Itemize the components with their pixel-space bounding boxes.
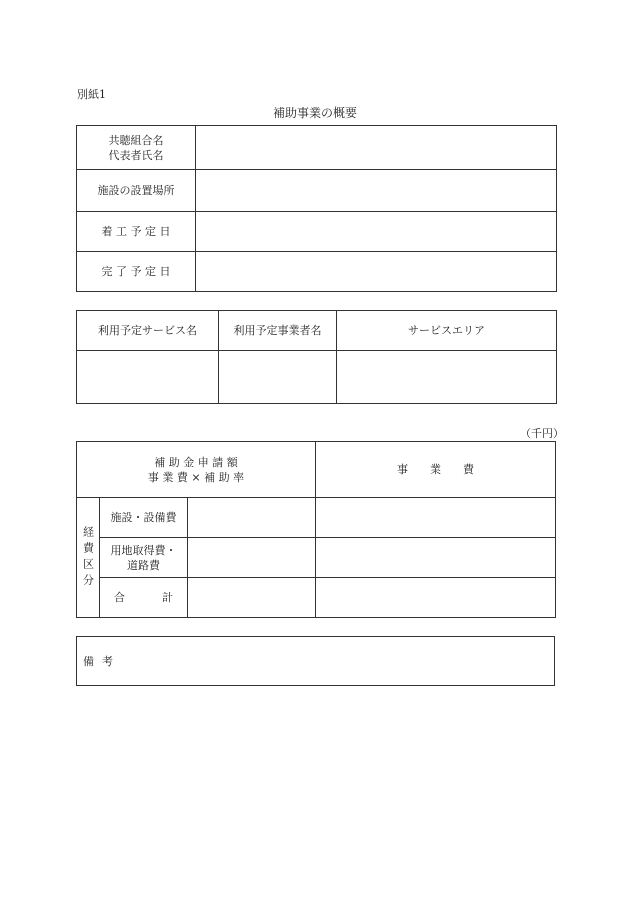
- total-label: [100, 578, 188, 618]
- start-date-value[interactable]: [196, 212, 557, 252]
- union-representative-label: [77, 126, 196, 170]
- table-row: [77, 351, 557, 404]
- table-header-row: [77, 311, 557, 351]
- facility-equipment-cost-value[interactable]: [316, 498, 556, 538]
- road-cost-label: 道路費: [127, 558, 160, 572]
- union-representative-value[interactable]: [196, 126, 557, 170]
- cost-table: [76, 441, 556, 618]
- provider-name-header: 利用予定事業者名: [219, 311, 337, 351]
- provider-name-value[interactable]: [219, 351, 337, 404]
- expense-category-label: [77, 498, 100, 618]
- service-table: [76, 310, 557, 404]
- table-header-row: [77, 442, 556, 498]
- basic-info-table: [76, 125, 557, 292]
- remarks-label: 備考: [83, 654, 121, 668]
- unit-note: （千円）: [520, 427, 564, 440]
- total-subsidy-value[interactable]: [188, 578, 316, 618]
- table-row: [77, 126, 557, 170]
- facility-location-value[interactable]: [196, 170, 557, 212]
- table-row: [77, 578, 556, 618]
- subsidy-request-label: 補 助 金 申 請 額: [154, 455, 238, 469]
- completion-date-label: 完 了 予 定 日: [77, 252, 196, 292]
- land-road-cost-value[interactable]: [316, 538, 556, 578]
- facility-equipment-subsidy-value[interactable]: [188, 498, 316, 538]
- facility-location-label: 施設の設置場所: [77, 170, 196, 212]
- representative-name-label: 代表者氏名: [108, 148, 164, 162]
- total-cost-value[interactable]: [316, 578, 556, 618]
- completion-date-value[interactable]: [196, 252, 557, 292]
- subsidy-amount-header: [77, 442, 316, 498]
- table-row: [77, 252, 557, 292]
- start-date-label: 着 工 予 定 日: [77, 212, 196, 252]
- table-row: [77, 212, 557, 252]
- total-label-right: 計: [162, 591, 173, 604]
- table-row: [77, 170, 557, 212]
- table-row: [77, 637, 555, 686]
- cost-times-rate-label: 事 業 費 × 補 助 率: [147, 470, 245, 484]
- service-name-value[interactable]: [77, 351, 219, 404]
- table-row: [77, 538, 556, 578]
- land-road-subsidy-value[interactable]: [188, 538, 316, 578]
- service-name-header: 利用予定サービス名: [77, 311, 219, 351]
- expense-category-text: 経費区分: [81, 525, 95, 590]
- project-cost-header: 事 業 費: [316, 442, 556, 498]
- total-label-left: 合: [114, 591, 125, 604]
- land-acquisition-label: 用地取得費・: [110, 543, 177, 557]
- land-road-cost-label: [100, 538, 188, 578]
- union-name-label: 共聴組合名: [108, 133, 164, 147]
- remarks-cell[interactable]: [77, 637, 555, 686]
- service-area-value[interactable]: [337, 351, 557, 404]
- table-row: [77, 498, 556, 538]
- facility-equipment-cost-label: 施設・設備費: [100, 498, 188, 538]
- remarks-table: [76, 636, 555, 686]
- attachment-label: 別紙1: [77, 88, 106, 101]
- document-title: 補助事業の概要: [272, 106, 357, 120]
- service-area-header: サービスエリア: [337, 311, 557, 351]
